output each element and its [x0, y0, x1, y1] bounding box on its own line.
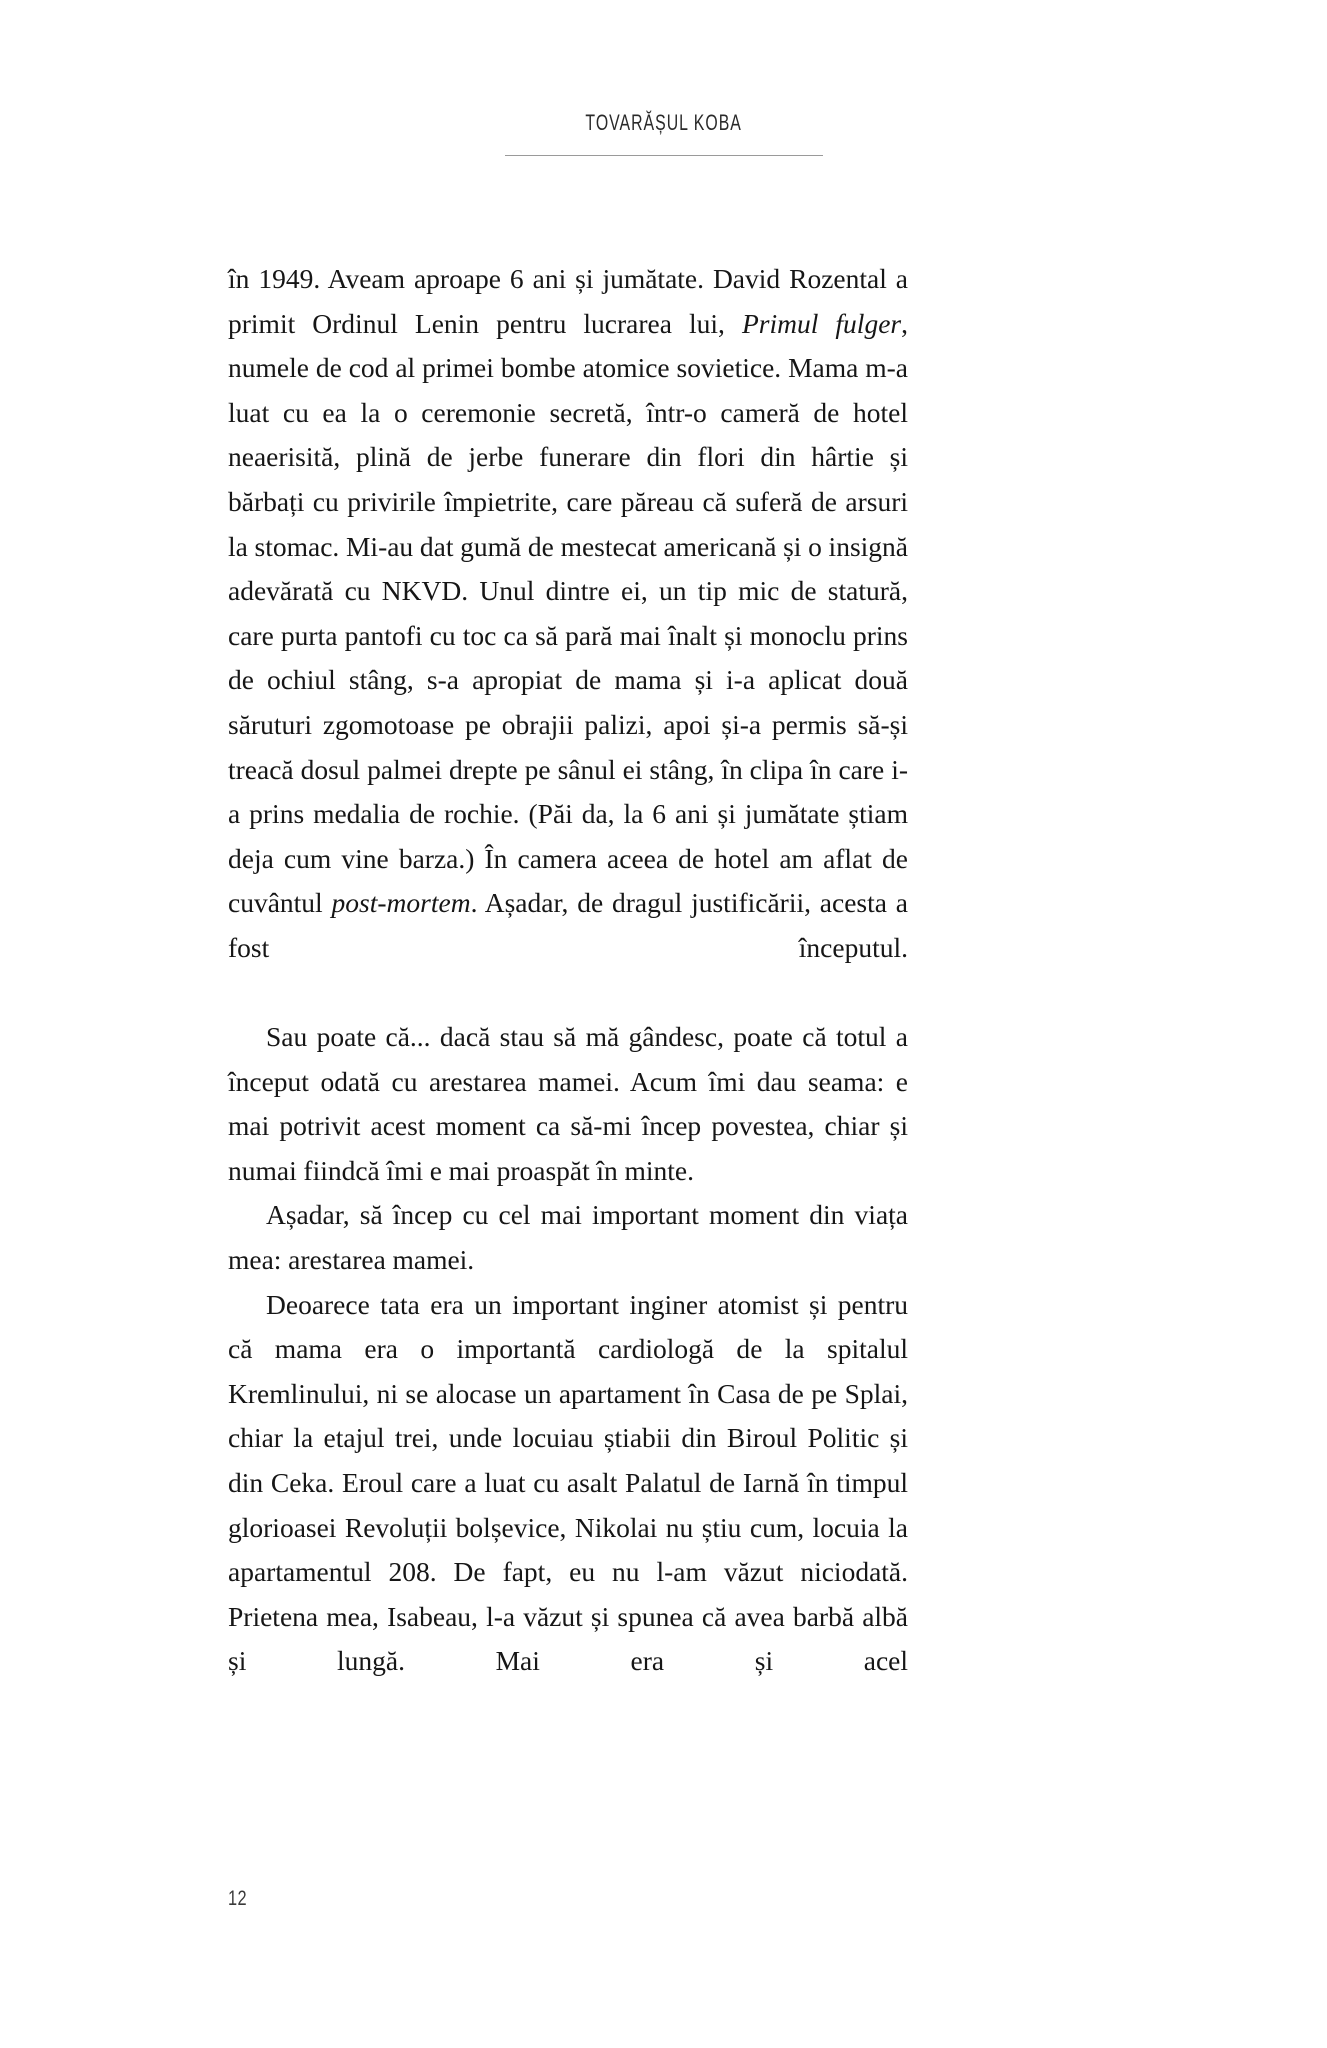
body-text-block	[228, 257, 908, 1729]
emphasis-text: post-mortem	[331, 887, 471, 919]
running-head-rule	[505, 155, 823, 156]
running-head-block	[0, 112, 1327, 156]
paragraph-4: Deoarece tata era un important inginer atomist și pentru că mama era o importantă cardiologă de la spitalul Kremlinului, ni se alocase un apartament în Casa de pe Splai, chiar la etajul trei, unde locuiau știabii din Biroul Politic și din Ceka. Eroul care a luat cu asalt Palatul de Iarnă în timpul glorioasei Revoluții bolșevice, Nikolai nu știu cum, locuia la apartamentul 208. De fapt, eu nu l-am văzut niciodată. Prietena mea, Isabeau, l-a văzut și spunea că avea barbă albă și lungă. Mai era și acel	[228, 1288, 908, 1677]
paragraph-3: Așadar, să încep cu cel mai important moment din viața mea: arestarea mamei.	[228, 1199, 908, 1276]
emphasis-text: Primul fulger	[741, 307, 902, 339]
running-head-title: TOVARĂȘUL KOBA	[585, 110, 742, 135]
paragraph-2: Sau poate că... dacă stau să mă gândesc, poate că totul a început odată cu arestarea mamei. Acum îmi dau seama: e mai potrivit acest moment ca să-mi încep povestea, chiar și numai fiindcă îmi e mai proaspăt în minte.	[228, 1021, 908, 1186]
paragraph-1: în 1949. Aveam aproape 6 ani și jumătate. David Rozental a primit Ordinul Lenin pentru lucrarea lui, Primul fulger, numele de cod al primei bombe atomice sovietice. Mama m-a luat cu ea la o ceremonie secretă, într-o cameră de hotel neaerisită, plină de jerbe funerare din flori din hârtie și bărbați cu privirile împietrite, care păreau că suferă de arsuri la stomac. Mi-au dat gumă de mestecat americană și o insignă adevărată cu NKVD. Unul dintre ei, un tip mic de statură, care purta pantofi cu toc ca să pară mai înalt și monoclu prins de ochiul stâng, s-a apropiat de mama și i-a aplicat două săruturi zgomotoase pe obrajii palizi, apoi și-a permis să-și treacă dosul palmei drepte pe sânul ei stâng, în clipa în care i-a prins medalia de rochie. (Păi da, la 6 ani și jumătate știam deja cum vine barza.) În camera aceea de hotel am aflat de cuvântul post-mortem. Așadar, de dragul justificării, acesta a fost începutul.	[228, 263, 908, 963]
page-number: 12	[228, 1887, 248, 1910]
